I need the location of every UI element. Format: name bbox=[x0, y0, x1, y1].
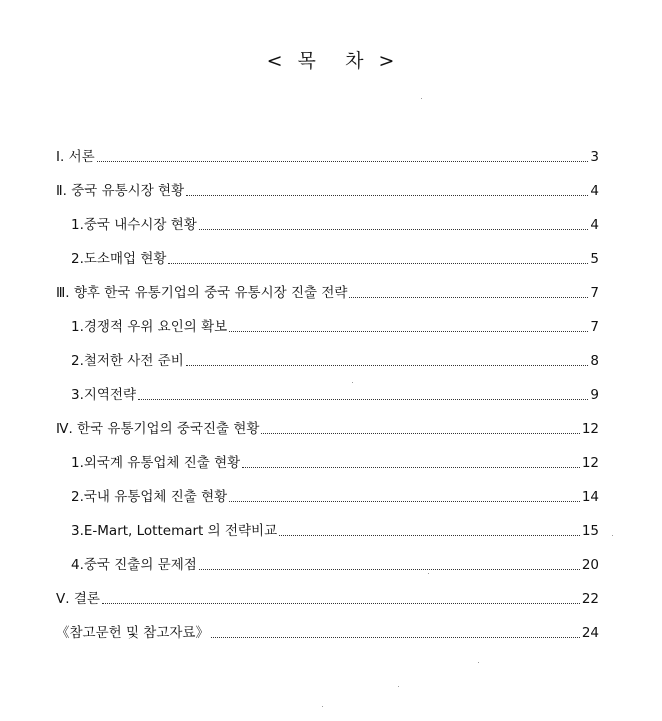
scan-speck bbox=[322, 706, 323, 707]
toc-entry-regional-strategy[interactable] bbox=[71, 382, 599, 404]
toc-entry-page: 12 bbox=[581, 455, 599, 471]
toc-entry-label: 《참고문헌 및 참고자료》 bbox=[56, 625, 209, 641]
toc-entry-introduction[interactable] bbox=[56, 144, 599, 166]
toc-entry-label: 2.철저한 사전 준비 bbox=[71, 353, 184, 369]
dot-leader bbox=[186, 195, 588, 196]
scan-speck bbox=[612, 535, 613, 536]
page-title: < 목 차 > bbox=[266, 50, 396, 72]
toc-entry-page: 8 bbox=[590, 353, 599, 369]
dot-leader bbox=[186, 365, 589, 366]
toc-entry-page: 24 bbox=[581, 625, 599, 641]
toc-entry-label: 1.중국 내수시장 현황 bbox=[71, 217, 197, 233]
toc-entry-label: 1.외국계 유통업체 진출 현황 bbox=[71, 455, 241, 471]
toc-entry-page: 9 bbox=[590, 387, 599, 403]
dot-leader bbox=[279, 535, 580, 536]
toc-entry-problems[interactable] bbox=[71, 552, 599, 574]
dot-leader bbox=[97, 161, 589, 162]
toc-entry-label: 1.경쟁적 우위 요인의 확보 bbox=[71, 319, 228, 335]
toc-entry-conclusion[interactable] bbox=[56, 586, 599, 608]
toc-entry-label: 2.도소매업 현황 bbox=[71, 251, 167, 267]
dot-leader bbox=[242, 467, 580, 468]
toc-entry-strategy-comparison[interactable] bbox=[71, 518, 599, 540]
scan-speck bbox=[398, 686, 399, 687]
toc-entry-page: 12 bbox=[581, 421, 599, 437]
scan-speck bbox=[428, 573, 429, 574]
scan-speck bbox=[478, 662, 479, 663]
toc-entry-label: Ⅴ. 결론 bbox=[56, 591, 100, 607]
dot-leader bbox=[168, 263, 588, 264]
scan-speck bbox=[352, 382, 353, 383]
dot-leader bbox=[349, 297, 588, 298]
toc-entry-competitive-advantage[interactable] bbox=[71, 314, 599, 336]
toc-entry-references[interactable] bbox=[56, 620, 599, 642]
toc-entry-page: 22 bbox=[581, 591, 599, 607]
toc-entry-page: 4 bbox=[590, 183, 599, 199]
toc-entry-entry-status[interactable] bbox=[56, 416, 599, 438]
toc-entry-label: Ⅳ. 한국 유통기업의 중국진출 현황 bbox=[56, 421, 260, 437]
toc-entry-entry-strategy[interactable] bbox=[56, 280, 599, 302]
dot-leader bbox=[229, 501, 580, 502]
toc-entry-china-retail-market[interactable] bbox=[56, 178, 599, 200]
dot-leader bbox=[199, 569, 580, 570]
toc-entry-page: 4 bbox=[590, 217, 599, 233]
dot-leader bbox=[261, 433, 579, 434]
toc-entry-preparation[interactable] bbox=[71, 348, 599, 370]
toc-entry-label: 3.지역전략 bbox=[71, 387, 137, 403]
toc-entry-label: Ⅱ. 중국 유통시장 현황 bbox=[56, 183, 185, 199]
dot-leader bbox=[211, 637, 580, 638]
scan-speck bbox=[421, 98, 422, 99]
toc-entry-page: 15 bbox=[581, 523, 599, 539]
toc-entry-page: 5 bbox=[590, 251, 599, 267]
toc-entry-label: Ⅲ. 향후 한국 유통기업의 중국 유통시장 진출 전략 bbox=[56, 285, 348, 301]
dot-leader bbox=[229, 331, 588, 332]
toc-entry-label: 3.E-Mart, Lottemart 의 전략비교 bbox=[71, 523, 278, 539]
toc-entry-page: 3 bbox=[590, 149, 599, 165]
toc-entry-foreign-retailers[interactable] bbox=[71, 450, 599, 472]
dot-leader bbox=[102, 603, 580, 604]
toc-entry-label: Ⅰ. 서론 bbox=[56, 149, 95, 165]
toc-entry-label: 2.국내 유통업체 진출 현황 bbox=[71, 489, 228, 505]
toc-entry-page: 7 bbox=[590, 285, 599, 301]
toc-entry-page: 14 bbox=[581, 489, 599, 505]
toc-entry-page: 20 bbox=[581, 557, 599, 573]
toc-entry-domestic-retailers[interactable] bbox=[71, 484, 599, 506]
dot-leader bbox=[199, 229, 589, 230]
dot-leader bbox=[138, 399, 588, 400]
toc-entry-page: 7 bbox=[590, 319, 599, 335]
toc-entry-wholesale-retail[interactable] bbox=[71, 246, 599, 268]
toc-entry-domestic-demand[interactable] bbox=[71, 212, 599, 234]
toc-entry-label: 4.중국 진출의 문제점 bbox=[71, 557, 197, 573]
